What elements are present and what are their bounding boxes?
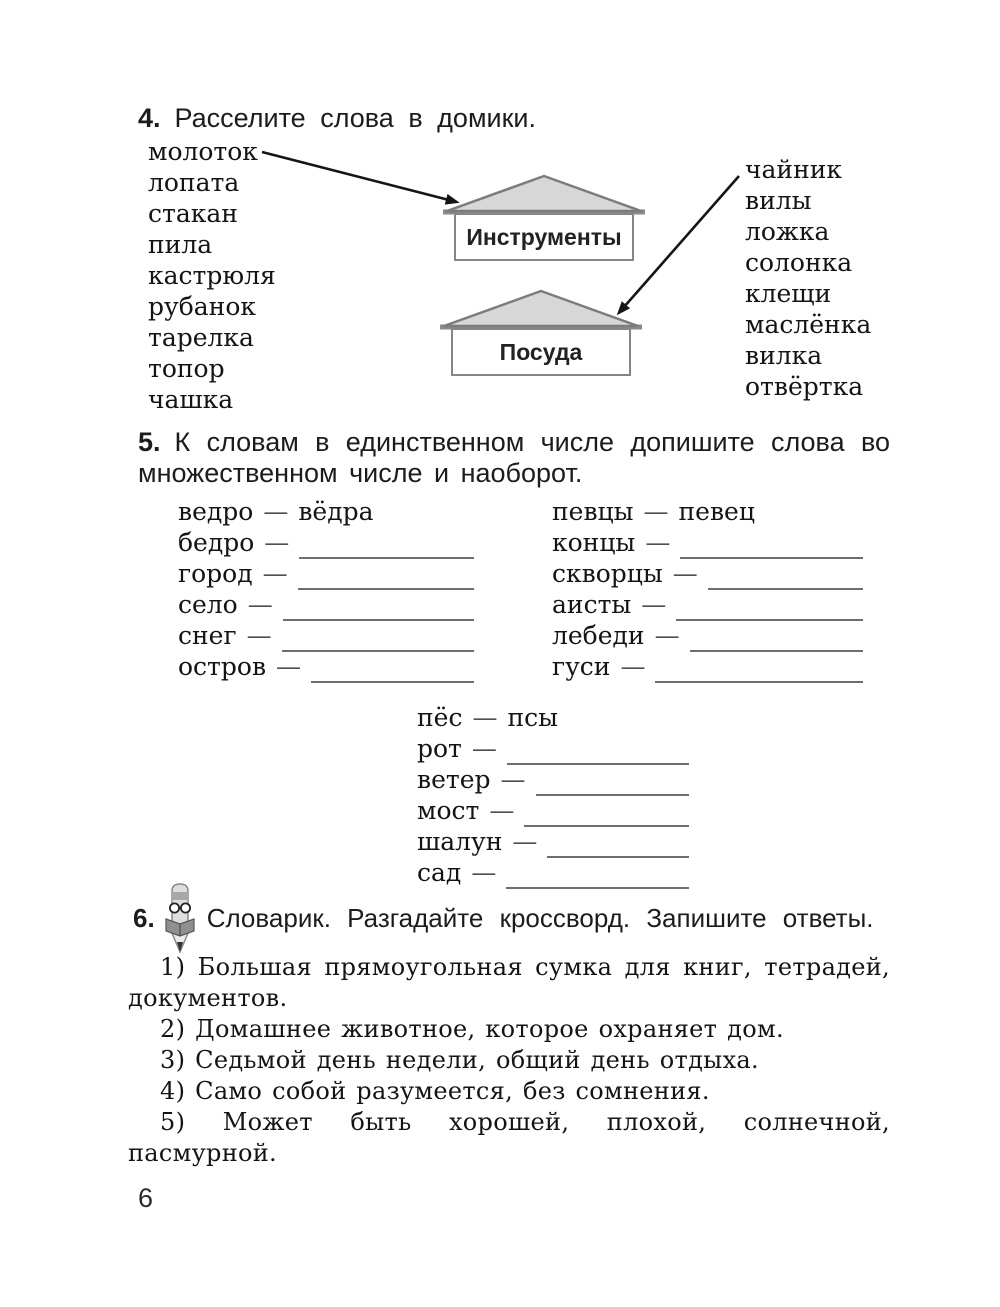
house-dishes (440, 287, 642, 379)
exercise-6-title: Словарик. Разгадайте кроссворд. Запишите ответы. (206, 902, 874, 933)
word-pair-row (417, 827, 689, 858)
answer-blank[interactable] (655, 652, 863, 683)
house-dishes-label: Посуда (499, 338, 583, 365)
answer-blank[interactable] (311, 652, 474, 683)
word-item: топор (148, 354, 225, 383)
answer-blank[interactable] (298, 559, 474, 590)
dash: — (512, 827, 538, 856)
page-number: 6 (138, 1183, 154, 1213)
exercise-4-number: 4. (138, 103, 161, 133)
word-item: молоток (148, 137, 258, 166)
answer-blank[interactable] (690, 621, 863, 652)
exercise-6-number: 6. (133, 902, 155, 933)
clue-item: 5) Может быть хорошей, плохой, солнечной, пасмурной. (128, 1108, 890, 1167)
pair-column-center (417, 703, 689, 889)
answer-blank[interactable] (299, 528, 474, 559)
answer-blank[interactable] (547, 827, 689, 858)
given-word: концы (552, 528, 636, 557)
dash: — (641, 590, 667, 619)
dash: — (263, 497, 289, 526)
word-item: пила (148, 230, 213, 259)
exercise-6-header (133, 882, 874, 954)
word-item: отвёртка (745, 372, 864, 401)
exercise-5-number: 5. (138, 427, 161, 457)
answer-blank[interactable] (507, 734, 689, 765)
dash: — (620, 652, 646, 681)
word-pair-row (417, 734, 689, 765)
clue-item: 2) Домашнее животное, которое охраняет дом. (160, 1015, 784, 1043)
given-word: лебеди (552, 621, 645, 650)
exercise-4-header (138, 103, 536, 134)
arrow-molotok-to-instruments (262, 152, 449, 200)
tools-dishes-word-list-left (148, 136, 276, 415)
dash: — (472, 703, 498, 732)
word-item: маслёнка (745, 310, 872, 339)
word-pair-row (178, 652, 474, 683)
clue-item: 1) Большая прямоугольная сумка для книг, тетрадей, документов. (128, 953, 890, 1012)
dash: — (264, 528, 290, 557)
clue-item: 3) Седьмой день недели, общий день отдыха. (160, 1046, 759, 1074)
pair-column-right (552, 497, 863, 683)
pair-column-left (178, 497, 474, 683)
word-pair-row (552, 652, 863, 683)
answer-blank[interactable] (282, 621, 474, 652)
given-word: шалун (417, 827, 503, 856)
given-word: бедро (178, 528, 255, 557)
answer-word: псы (507, 703, 559, 732)
answer-word: вёдра (298, 497, 374, 526)
house-roof-icon (440, 287, 642, 331)
word-pair-row (552, 590, 863, 621)
given-word: ведро (178, 497, 254, 526)
dash: — (471, 858, 497, 887)
word-pair-row (417, 703, 689, 734)
answer-blank[interactable] (676, 590, 863, 621)
given-word: село (178, 590, 238, 619)
answer-blank[interactable] (708, 559, 863, 590)
word-item: чайник (745, 155, 843, 184)
given-word: певцы (552, 497, 634, 526)
tools-dishes-word-list-right (745, 154, 871, 402)
word-pair-row (178, 590, 474, 621)
word-pair-row (178, 621, 474, 652)
word-item: клещи (745, 279, 832, 308)
dash: — (489, 796, 515, 825)
dash: — (645, 528, 671, 557)
given-word: снег (178, 621, 237, 650)
given-word: рот (417, 734, 462, 763)
word-item: кастрюля (148, 261, 276, 290)
clue-item: 4) Само собой разумеется, без сомнения. (160, 1077, 710, 1105)
dash: — (246, 621, 272, 650)
word-pair-row (178, 528, 474, 559)
word-item: рубанок (148, 292, 257, 321)
dash: — (654, 621, 680, 650)
house-roof-icon (443, 172, 645, 216)
dash: — (247, 590, 273, 619)
word-pair-row (178, 559, 474, 590)
house-label-box (454, 213, 634, 261)
word-item: стакан (148, 199, 238, 228)
word-pair-row (417, 765, 689, 796)
given-word: сад (417, 858, 462, 887)
dash: — (276, 652, 302, 681)
dash: — (500, 765, 526, 794)
given-word: скворцы (552, 559, 663, 588)
given-word: остров (178, 652, 267, 681)
word-item: ложка (745, 217, 830, 246)
answer-word: певец (678, 497, 755, 526)
word-item: лопата (148, 168, 240, 197)
given-word: город (178, 559, 253, 588)
given-word: пёс (417, 703, 463, 732)
word-pair-row (552, 497, 863, 528)
dash: — (672, 559, 698, 588)
house-instruments-label: Инструменты (466, 223, 622, 250)
given-word: ветер (417, 765, 491, 794)
word-pair-row (417, 796, 689, 827)
dash: — (262, 559, 288, 588)
dash: — (471, 734, 497, 763)
exercise-4-title: Расселите слова в домики. (174, 103, 536, 133)
word-pair-row (552, 621, 863, 652)
given-word: аисты (552, 590, 632, 619)
house-instruments (443, 172, 645, 264)
word-item: вилка (745, 341, 823, 370)
answer-blank[interactable] (524, 796, 689, 827)
given-word: мост (417, 796, 480, 825)
word-item: солонка (745, 248, 853, 277)
dash: — (643, 497, 669, 526)
crossword-clues (128, 952, 890, 1169)
answer-blank[interactable] (536, 765, 690, 796)
exercise-5-title: К словам в единственном числе допишите слова во множественном числе и наоборот. (138, 427, 890, 488)
house-label-box (451, 328, 631, 376)
word-pair-row (178, 497, 474, 528)
exercise-5-header (138, 427, 890, 489)
word-item: вилы (745, 186, 812, 215)
word-item: тарелка (148, 323, 254, 352)
given-word: гуси (552, 652, 611, 681)
word-pair-row (552, 559, 863, 590)
answer-blank[interactable] (680, 528, 863, 559)
answer-blank[interactable] (283, 590, 474, 621)
pencil-mascot-icon (163, 881, 197, 955)
word-pair-row (552, 528, 863, 559)
word-item: чашка (148, 385, 234, 414)
